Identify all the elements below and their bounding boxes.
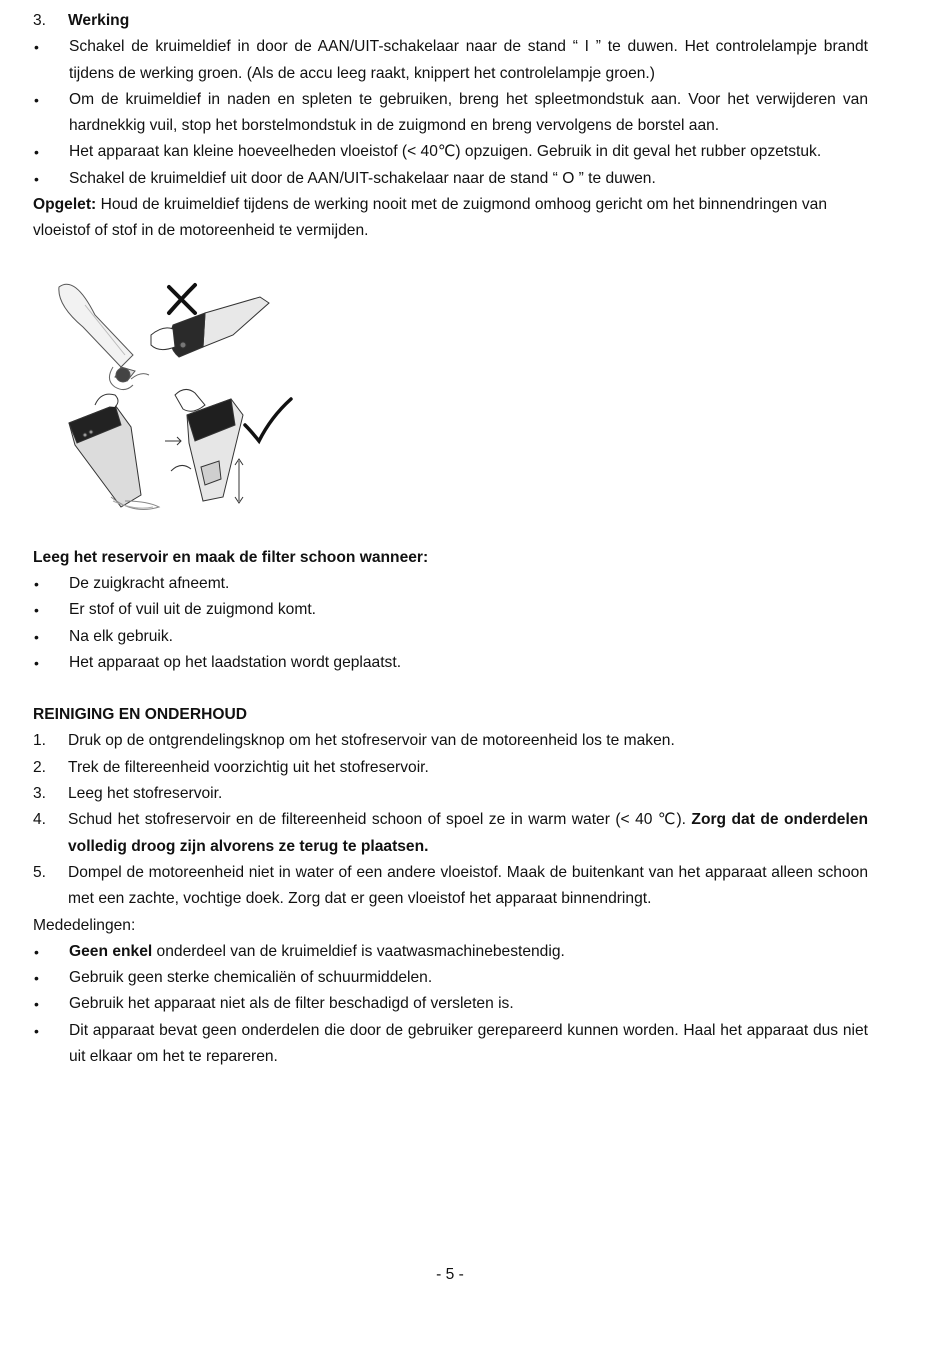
wrong-cross-icon [169, 285, 195, 313]
note-text-wrapper [69, 939, 868, 965]
bullet-icon: • [34, 91, 39, 108]
note-bold: Geen enkel [69, 942, 153, 960]
correct-check-icon [245, 399, 291, 441]
list-item [33, 139, 868, 165]
numbered-step [33, 755, 868, 781]
bullet-icon: • [34, 602, 39, 619]
list-item-text: De zuigkracht afneemt. [69, 574, 230, 592]
list-item-text: Om de kruimeldief in naden en spleten te gebruiken, breng het spleetmondstuk aan. Voor het verwijderen van hardnekkig vuil, stop het borstelmondstuk in de zuigmond en breng vervolgens de borstel aan. [69, 90, 868, 135]
vacuum-down-drawing [59, 284, 149, 389]
list-item-text: Schakel de kruimeldief uit door de AAN/UIT-schakelaar naar de stand “ O ” te duwen. [69, 169, 656, 187]
vacuum-up-drawing [151, 297, 269, 357]
list-item-text: Na elk gebruik. [69, 627, 174, 645]
warning-paragraph [33, 192, 868, 245]
numbered-step [33, 781, 868, 807]
step-text: Leeg het stofreservoir. [68, 785, 223, 803]
numbered-step [33, 728, 868, 754]
list-item-text: Er stof of vuil uit de zuigmond komt. [69, 601, 317, 619]
list-item [33, 650, 868, 676]
step-text: Trek de filtereenheid voorzichtig uit het stofreservoir. [68, 758, 429, 776]
section-number: 3. [33, 12, 47, 29]
bullet-icon: • [34, 996, 39, 1013]
bullet-icon: • [34, 144, 39, 161]
bullet-icon: • [34, 1022, 39, 1039]
step-text: Dompel de motoreenheid niet in water of een andere vloeistof. Maak de buitenkant van het apparaat alleen schoon met een zachte, vochtige doek. Zorg dat er geen vloeistof het apparaat binnendringt. [68, 863, 868, 908]
list-item [33, 965, 868, 991]
step-number: 1. [33, 732, 47, 750]
section-heading-werking [33, 8, 868, 34]
section-title: Werking [68, 12, 130, 29]
bullet-icon: • [34, 170, 39, 187]
numbered-step [33, 807, 868, 860]
step-text-wrapper [68, 807, 868, 860]
page-content [33, 8, 868, 1070]
step-text: Schud het stofreservoir en de filtereenheid schoon of spoel ze in warm water (< 40 ℃). [68, 811, 692, 829]
bullet-icon: • [34, 39, 39, 56]
bullet-icon: • [34, 575, 39, 592]
step-number: 3. [33, 785, 47, 803]
list-item [33, 991, 868, 1017]
bullet-icon: • [34, 628, 39, 645]
vacuum-correct-drawing [165, 389, 243, 503]
notes-label: Mededelingen: [33, 916, 136, 934]
page-number: - 5 - [436, 1266, 464, 1283]
list-item [33, 624, 868, 650]
note-text: Dit apparaat bevat geen onderdelen die door de gebruiker gerepareerd kunnen worden. Haal het apparaat dus niet uit elkaar om het te repareren. [69, 1021, 868, 1066]
bullet-icon: • [34, 943, 39, 960]
empty-section-heading: Leeg het reservoir en maak de filter schoon wanneer: [33, 548, 429, 566]
cleaning-heading: REINIGING EN ONDERHOUD [33, 706, 247, 724]
list-item [33, 597, 868, 623]
vacuum-liquid-wrong-drawing [69, 394, 159, 509]
list-item-text: Het apparaat op het laadstation wordt geplaatst. [69, 653, 402, 671]
numbered-step [33, 860, 868, 913]
warning-label: Opgelet: [33, 196, 97, 214]
note-text: Gebruik geen sterke chemicaliën of schuurmiddelen. [69, 969, 433, 987]
list-item [33, 34, 868, 87]
list-item [33, 571, 868, 597]
step-number: 2. [33, 758, 47, 776]
bullet-icon: • [34, 654, 39, 671]
vacuum-orientation-illustration [55, 275, 295, 523]
spacer [33, 676, 868, 702]
list-item-text: Het apparaat kan kleine hoeveelheden vloeistof (< 40℃) opzuigen. Gebruik in dit geval het rubber opzetstuk. [69, 143, 822, 161]
step-number: 4. [33, 811, 47, 829]
step-text-bold: Zorg dat de onderdelen volledig droog zijn alvorens ze terug te plaatsen. [68, 811, 868, 855]
step-text: Druk op de ontgrendelingsknop om het stofreservoir van de motoreenheid los te maken. [68, 732, 675, 750]
note-text: onderdeel van de kruimeldief is vaatwasmachinebestendig. [152, 942, 565, 960]
list-item [33, 87, 868, 140]
list-item-text: Schakel de kruimeldief in door de AAN/UIT-schakelaar naar de stand “ I ” te duwen. Het controlelampje brandt tijdens de werking groen. (Als de accu leeg raakt, knippert het controlelampje groen.) [69, 38, 868, 82]
note-text: Gebruik het apparaat niet als de filter beschadigd of versleten is. [69, 995, 514, 1013]
step-number: 5. [33, 863, 47, 881]
list-item [33, 166, 868, 192]
list-item [33, 939, 868, 965]
list-item [33, 1018, 868, 1071]
usage-illustration [55, 275, 295, 523]
warning-text: Houd de kruimeldief tijdens de werking nooit met de zuigmond omhoog gericht om het binnendringen van vloeistof of stof in de motoreenheid te vermijden. [33, 196, 827, 240]
bullet-icon: • [34, 970, 39, 987]
